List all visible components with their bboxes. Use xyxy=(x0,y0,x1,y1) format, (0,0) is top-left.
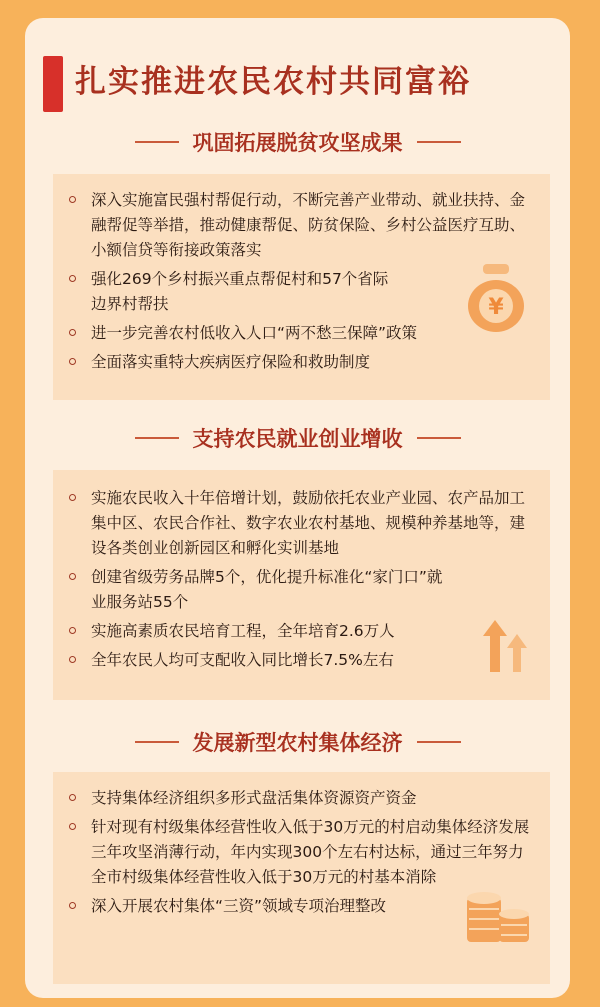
list-item: 实施高素质农民培育工程，全年培育2.6万人 xyxy=(61,619,536,644)
list-item: 实施农民收入十年倍增计划，鼓励依托农业产业园、农产品加工集中区、农民合作社、数字农业农村基地、规模种养基地等，建设各类创业创新园区和孵化实训基地 xyxy=(61,486,536,561)
section-2-title: 支持农民就业创业增收 xyxy=(192,427,403,451)
bullet-icon xyxy=(69,823,76,830)
list-item: 深入开展农村集体“三资”领域专项治理整改 xyxy=(61,894,536,919)
section-3-title: 发展新型农村集体经济 xyxy=(192,731,403,755)
list-item: 针对现有村级集体经营性收入低于30万元的村启动集体经济发展三年攻坚消薄行动，年内实现300个左右村达标，通过三年努力全市村级集体经营性收入低于30万元的村基本消除 xyxy=(61,815,536,890)
yen-coin-icon xyxy=(463,262,529,334)
section-3-box xyxy=(53,772,550,984)
bullet-icon xyxy=(69,494,76,501)
bullet-icon xyxy=(69,902,76,909)
divider-line xyxy=(417,437,461,439)
bullet-icon xyxy=(69,329,76,336)
bullet-icon xyxy=(69,196,76,203)
divider-line xyxy=(417,741,461,743)
section-1-title: 巩固拓展脱贫攻坚成果 xyxy=(192,131,403,155)
bullet-icon xyxy=(69,275,76,282)
section-1-header xyxy=(25,122,570,162)
list-item: 支持集体经济组织多形式盘活集体资源资产资金 xyxy=(61,786,536,811)
list-item: 全面落实重特大疾病医疗保险和救助制度 xyxy=(61,350,534,375)
content-card xyxy=(25,18,570,998)
section-2-header xyxy=(25,418,570,458)
divider-line xyxy=(135,141,179,143)
section-2-list xyxy=(53,470,550,673)
bullet-icon xyxy=(69,627,76,634)
up-arrows-icon xyxy=(481,618,529,674)
divider-line xyxy=(135,437,179,439)
bullet-icon xyxy=(69,573,76,580)
list-item: 强化269个乡村振兴重点帮促村和57个省际边界村帮扶 xyxy=(61,267,534,317)
section-3-header xyxy=(25,722,570,762)
list-item: 全年农民人均可支配收入同比增长7.5%左右 xyxy=(61,648,536,673)
section-1-box xyxy=(53,174,550,400)
list-item: 进一步完善农村低收入人口“两不愁三保障”政策 xyxy=(61,321,534,346)
list-item: 深入实施富民强村帮促行动，不断完善产业带动、就业扶持、金融帮促等举措，推动健康帮促、防贫保险、乡村公益医疗互助、小额信贷等衔接政策落实 xyxy=(61,188,534,263)
divider-line xyxy=(417,141,461,143)
page-title: 扎实推进农民农村共同富裕 xyxy=(75,64,471,100)
coin-stack-icon xyxy=(463,884,533,946)
svg-text:¥: ¥ xyxy=(488,295,504,320)
list-item: 创建省级劳务品牌5个，优化提升标准化“家门口”就业服务站55个 xyxy=(61,565,536,615)
divider-line xyxy=(135,741,179,743)
bullet-icon xyxy=(69,358,76,365)
bullet-icon xyxy=(69,794,76,801)
section-2-box xyxy=(53,470,550,700)
title-accent-bar xyxy=(43,56,63,112)
bullet-icon xyxy=(69,656,76,663)
